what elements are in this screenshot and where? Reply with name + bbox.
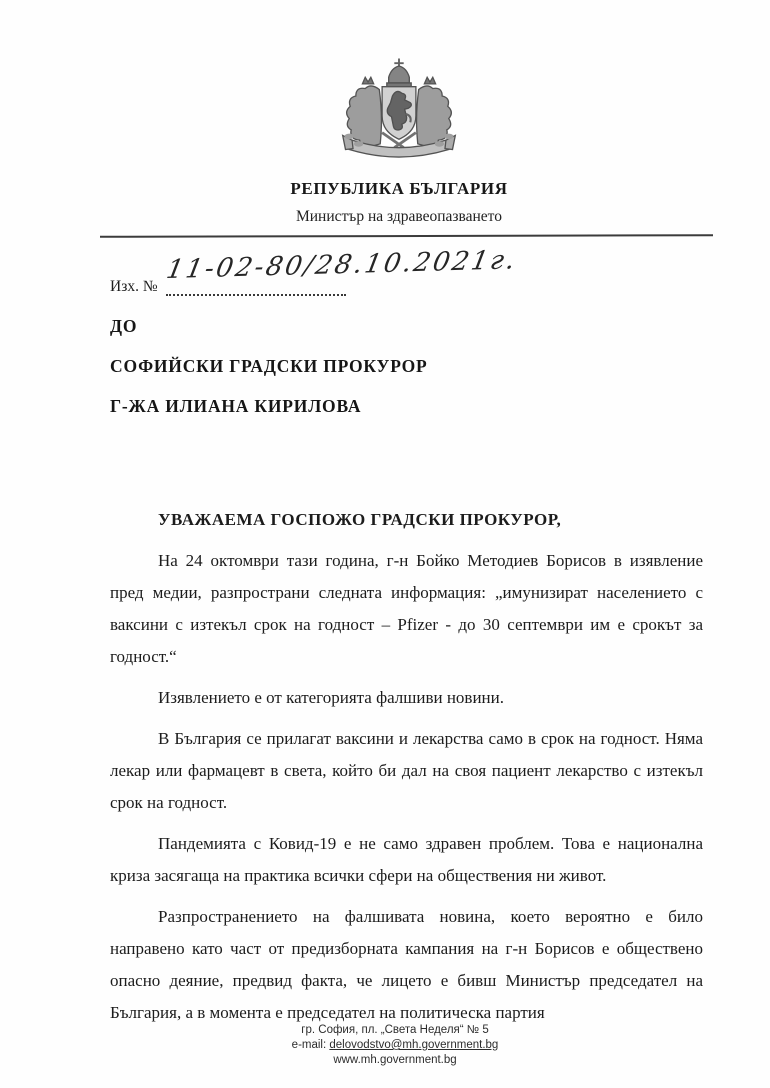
paragraph: На 24 октомври тази година, г-н Бойко Методиев Борисов в изявление пред медии, разпространи следната информация: „имунизират населението с ваксини с изтекъл срок на годност – Pfizer - до 30 септември им е срокът за годност.“	[110, 551, 703, 666]
footer	[10, 1023, 770, 1068]
coat-of-arms-icon	[338, 54, 460, 170]
letterhead	[14, 54, 770, 226]
footer-website: www.mh.government.bg	[333, 1054, 457, 1066]
salutation: УВАЖАЕМА ГОСПОЖО ГРАДСКИ ПРОКУРОР,	[158, 510, 562, 529]
recipient-block	[110, 306, 428, 426]
recipient-title: СОФИЙСКИ ГРАДСКИ ПРОКУРОР	[110, 356, 428, 376]
recipient-to: ДО	[110, 316, 138, 336]
letterhead-divider	[100, 234, 713, 238]
reference-number-label: Изх. №	[110, 278, 158, 295]
paragraph: В България се прилагат ваксини и лекарства само в срок на годност. Няма лекар или фармацевт в света, който би дал на своя пациент лекарство с изтекъл срок на годност.	[110, 729, 703, 812]
footer-email-link: delovodstvo@mh.government.bg	[329, 1039, 499, 1051]
letter-body	[110, 504, 703, 1029]
footer-email-line	[10, 1038, 770, 1053]
country-name: РЕПУБЛИКА БЪЛГАРИЯ	[290, 179, 508, 198]
paragraph: Пандемията с Ковид-19 е не само здравен проблем. Това е национална криза засягаща на практика всички сфери на обществения ни живот.	[110, 834, 703, 885]
footer-email-label: e-mail:	[291, 1039, 330, 1051]
reference-number-block	[110, 245, 530, 302]
recipient-name: Г-ЖА ИЛИАНА КИРИЛОВА	[110, 396, 362, 416]
reference-number-handwritten: 11-02-80/28.10.2021г.	[164, 245, 520, 285]
paragraph: Разпространението на фалшивата новина, което вероятно е било направено като част от предизборната кампания на г-н Борисов е обществено опасно деяние, предвид факта, че лицето е бивш Министър председател на България, а в момента е председател на политическа партия	[110, 907, 703, 1022]
ministry-name: Министър на здравеопазването	[295, 208, 502, 225]
footer-address: гр. София, пл. „Света Неделя“ № 5	[301, 1024, 489, 1036]
paragraph: Изявлението е от категорията фалшиви новини.	[158, 688, 504, 707]
